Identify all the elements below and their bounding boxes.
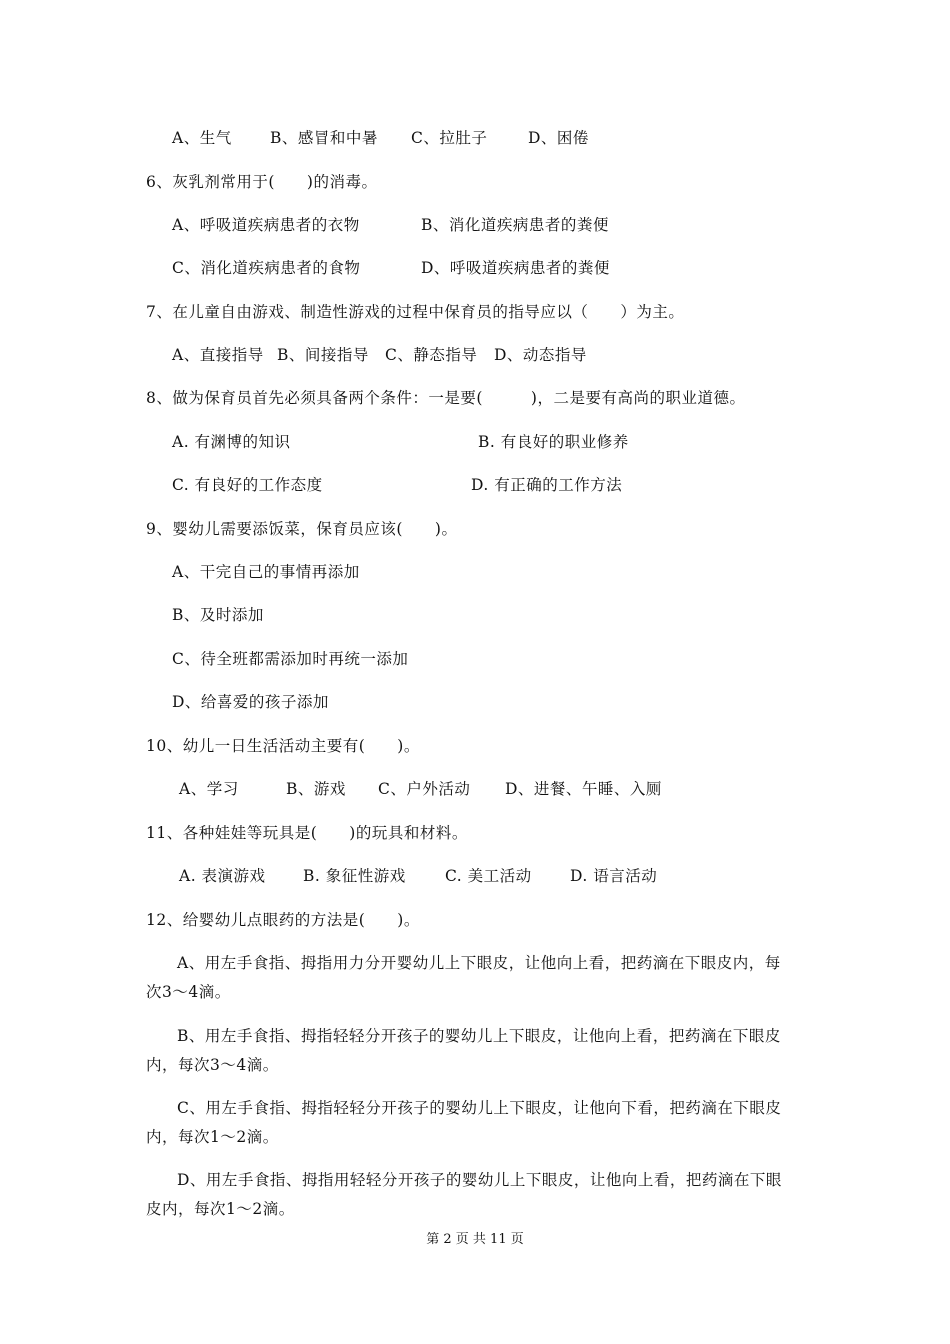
q11-option-d: D. 语言活动: [570, 867, 658, 885]
q9-option-a: A、干完自己的事情再添加: [172, 563, 360, 581]
q6-option-c: C、消化道疾病患者的食物: [172, 259, 361, 277]
q11-option-b: B. 象征性游戏: [303, 867, 406, 885]
q7-option-c: C、静态指导: [385, 346, 478, 364]
q12-option-a-line1: A、用左手食指、拇指用力分开婴幼儿上下眼皮，让他向上看，把药滴在下眼皮内，每: [177, 954, 781, 972]
q12-option-c-line2: 内，每次1～2滴。: [146, 1128, 279, 1146]
q8-option-c: C. 有良好的工作态度: [172, 476, 323, 494]
q11-option-c: C. 美工活动: [445, 867, 532, 885]
q6-option-d: D、呼吸道疾病患者的粪便: [421, 259, 610, 277]
q7-stem: 7、在儿童自由游戏、制造性游戏的过程中保育员的指导应以（ ）为主。: [146, 303, 685, 321]
q7-option-a: A、直接指导: [172, 346, 264, 364]
q8-stem: 8、做为保育员首先必须具备两个条件：一是要( )，二是要有高尚的职业道德。: [146, 389, 746, 407]
q11-stem: 11、各种娃娃等玩具是( )的玩具和材料。: [146, 824, 468, 842]
q7-option-b: B、间接指导: [277, 346, 369, 364]
q9-stem: 9、婴幼儿需要添饭菜，保育员应该( )。: [146, 520, 458, 538]
q8-option-d: D. 有正确的工作方法: [471, 476, 623, 494]
q10-option-a: A、学习: [179, 780, 239, 798]
q12-option-b-line1: B、用左手食指、拇指轻轻分开孩子的婴幼儿上下眼皮，让他向上看，把药滴在下眼皮: [177, 1027, 781, 1045]
q10-option-d: D、进餐、午睡、入厕: [505, 780, 662, 798]
q5-option-c: C、拉肚子: [411, 129, 488, 147]
q7-option-d: D、动态指导: [494, 346, 587, 364]
q12-option-a-line2: 次3～4滴。: [146, 983, 231, 1001]
q9-option-b: B、及时添加: [172, 606, 264, 624]
q6-option-b: B、消化道疾病患者的粪便: [421, 216, 609, 234]
q5-option-a: A、生气: [172, 129, 232, 147]
q6-stem: 6、灰乳剂常用于( )的消毒。: [146, 173, 378, 191]
q6-option-a: A、呼吸道疾病患者的衣物: [172, 216, 360, 234]
q12-stem: 12、给婴幼儿点眼药的方法是( )。: [146, 911, 420, 929]
page-footer: 第 2 页 共 11 页: [426, 1232, 524, 1247]
q12-option-c-line1: C、用左手食指、拇指轻轻分开孩子的婴幼儿上下眼皮，让他向下看，把药滴在下眼皮: [177, 1099, 782, 1117]
q5-option-b: B、感冒和中暑: [270, 129, 378, 147]
q11-option-a: A. 表演游戏: [179, 867, 266, 885]
q9-option-d: D、给喜爱的孩子添加: [172, 693, 329, 711]
q12-option-d-line2: 皮内，每次1～2滴。: [146, 1200, 295, 1218]
q10-stem: 10、幼儿一日生活活动主要有( )。: [146, 737, 420, 755]
q5-option-d: D、困倦: [528, 129, 589, 147]
q12-option-b-line2: 内，每次3～4滴。: [146, 1056, 279, 1074]
q10-option-b: B、游戏: [286, 780, 346, 798]
q10-option-c: C、户外活动: [378, 780, 471, 798]
q9-option-c: C、待全班都需添加时再统一添加: [172, 650, 409, 668]
q8-option-a: A. 有渊博的知识: [172, 433, 291, 451]
q8-option-b: B. 有良好的职业修养: [478, 433, 629, 451]
q12-option-d-line1: D、用左手食指、拇指用轻轻分开孩子的婴幼儿上下眼皮，让他向上看，把药滴在下眼: [177, 1171, 782, 1189]
